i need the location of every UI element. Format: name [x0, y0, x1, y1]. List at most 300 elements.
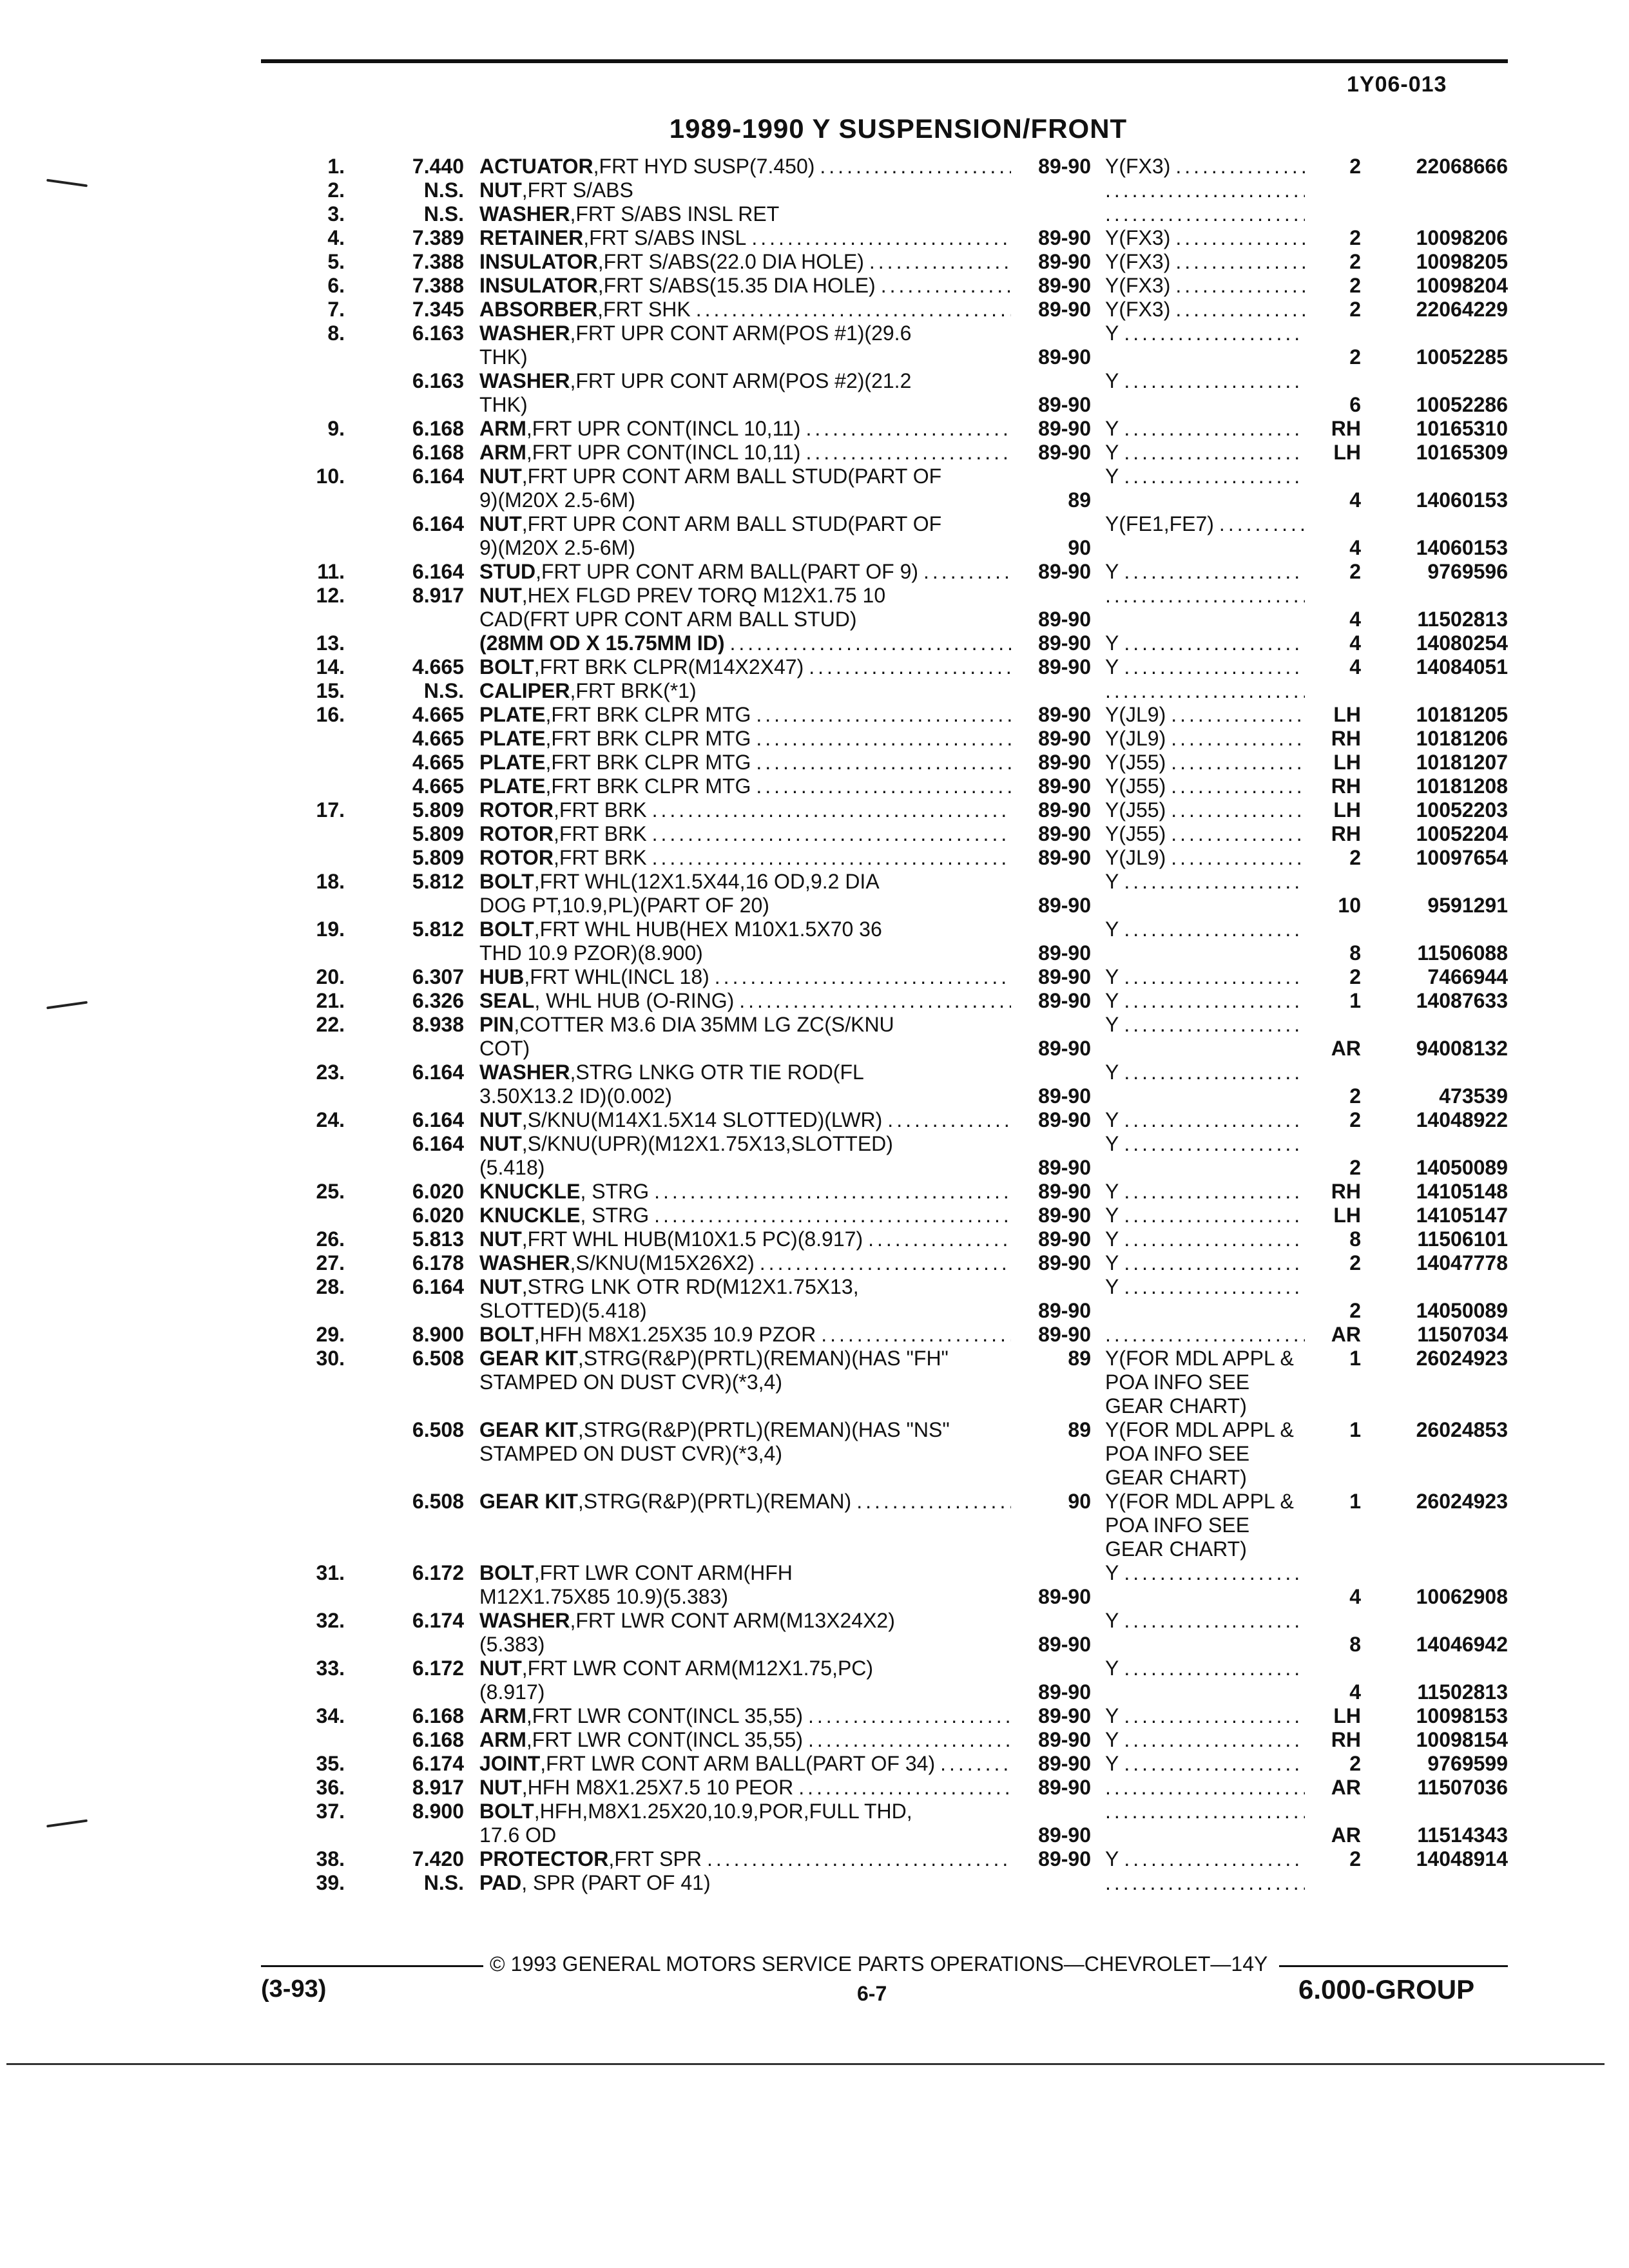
figure-number: 6.020	[412, 1204, 464, 1227]
part-description	[479, 441, 1011, 465]
model-code: Y .....	[1105, 1752, 1305, 1776]
table-row	[0, 322, 1629, 369]
part-description	[479, 751, 1011, 774]
part-number: 22064229	[1416, 298, 1508, 321]
part-detail: ,FRT UPR CONT ARM BALL STUD(PART OF	[521, 465, 942, 488]
dot-leader	[649, 1180, 1011, 1204]
model-code: Y(FOR MDL APPL & POA INFO SEE GEAR CHART)	[1105, 1347, 1294, 1418]
item-number: 22.	[316, 1013, 345, 1036]
model-year: 89-90	[1038, 1227, 1091, 1251]
figure-number: 5.809	[412, 798, 464, 822]
table-row	[0, 1657, 1629, 1704]
dot-leader	[649, 1204, 1011, 1227]
model-year: 89-90	[1038, 250, 1091, 273]
part-detail: ,STRG(R&P)(PRTL)(REMAN)(HAS "NS"	[577, 1418, 950, 1441]
table-row	[0, 250, 1629, 274]
part-detail: ,FRT BRK	[553, 822, 647, 845]
table-row	[0, 1227, 1629, 1251]
quantity: 10	[1338, 894, 1361, 917]
part-name: ACTUATOR	[479, 155, 593, 178]
figure-number: 6.307	[412, 965, 464, 988]
part-detail: , STRG	[580, 1204, 650, 1227]
dot-leader	[1166, 798, 1305, 822]
table-row	[0, 774, 1629, 798]
table-row	[0, 417, 1629, 441]
part-description	[479, 1251, 1011, 1275]
part-detail: ,S/KNU(M15X26X2)	[570, 1251, 755, 1274]
model-code: Y .....	[1105, 1180, 1305, 1204]
part-detail: ,FRT S/ABS INSL	[583, 226, 747, 249]
model-code: Y .....	[1105, 1132, 1305, 1156]
part-number: 10098205	[1416, 250, 1508, 273]
part-number: 11507036	[1417, 1776, 1508, 1799]
quantity: 2	[1349, 1156, 1361, 1179]
part-name: PLATE	[479, 727, 546, 750]
table-row	[0, 1728, 1629, 1752]
part-detail: ,HEX FLGD PREV TORQ M12X1.75 10	[521, 584, 886, 607]
part-description	[479, 155, 1011, 178]
dot-leader	[691, 298, 1011, 322]
figure-number: 7.388	[412, 274, 464, 297]
model-year: 89-90	[1038, 345, 1091, 369]
part-number: 10181208	[1416, 774, 1508, 798]
part-name: NUT	[479, 1108, 522, 1131]
figure-number: 6.508	[412, 1347, 464, 1370]
part-detail: ,FRT UPR CONT ARM BALL(PART OF 9)	[535, 560, 919, 583]
figure-number: 8.938	[412, 1013, 464, 1036]
item-number: 18.	[316, 870, 345, 893]
part-detail: ,S/KNU(M14X1.5X14 SLOTTED)(LWR)	[521, 1108, 883, 1131]
footer-copyright: © 1993 GENERAL MOTORS SERVICE PARTS OPERATIONS—CHEVROLET—14Y	[490, 1952, 1268, 1975]
dot-leader	[1166, 703, 1305, 727]
table-row	[0, 989, 1629, 1013]
item-number: 28.	[316, 1275, 345, 1298]
quantity: RH	[1331, 727, 1361, 750]
part-name: PAD	[479, 1871, 522, 1894]
quantity: 4	[1349, 536, 1361, 559]
part-detail: ,FRT BRK	[553, 798, 647, 822]
part-number: 22068666	[1416, 155, 1508, 178]
dot-leader	[702, 1847, 1011, 1871]
part-detail: ,FRT LWR CONT(INCL 35,55)	[526, 1704, 803, 1727]
figure-number: 6.168	[412, 1704, 464, 1727]
dot-leader	[1119, 1275, 1305, 1299]
figure-number: 7.440	[412, 155, 464, 178]
table-row	[0, 1275, 1629, 1323]
part-description	[479, 1180, 1011, 1204]
dot-leader	[647, 798, 1011, 822]
part-description	[479, 250, 1011, 274]
quantity: 2	[1349, 155, 1361, 178]
dot-leader	[804, 655, 1011, 679]
part-description	[479, 1013, 1011, 1061]
dot-leader	[746, 226, 1011, 250]
part-name: BOLT	[479, 1800, 534, 1823]
part-number: 10097654	[1416, 846, 1508, 869]
table-row	[0, 1418, 1629, 1490]
part-number: 10165309	[1416, 441, 1508, 464]
part-detail: ,FRT BRK CLPR MTG	[545, 703, 751, 726]
part-number: 7466944	[1427, 965, 1508, 988]
model-code: Y(JL9) .....	[1105, 703, 1305, 727]
part-description	[479, 679, 1011, 703]
part-detail: ,S/KNU(UPR)(M12X1.75X13,SLOTTED)	[521, 1132, 893, 1155]
quantity: 4	[1349, 1680, 1361, 1704]
part-name: ABSORBER	[479, 298, 598, 321]
part-detail-continued: SLOTTED)(5.418)	[479, 1299, 647, 1322]
quantity: 6	[1349, 393, 1361, 416]
model-code: Y(FX3) .....	[1105, 250, 1305, 274]
figure-number: 6.174	[412, 1609, 464, 1632]
dot-leader	[800, 417, 1011, 441]
model-code	[1105, 1871, 1305, 1895]
part-detail-continued: CAD(FRT UPR CONT ARM BALL STUD)	[479, 608, 857, 631]
model-year: 90	[1068, 1490, 1091, 1513]
part-detail-continued: 9)(M20X 2.5-6M)	[479, 488, 635, 512]
item-number: 30.	[316, 1347, 345, 1370]
dot-leader	[1119, 1180, 1305, 1204]
quantity: 2	[1349, 1299, 1361, 1322]
part-detail: ,HFH,M8X1.25X20,10.9,POR,FULL THD,	[534, 1800, 912, 1823]
part-description	[479, 798, 1011, 822]
part-detail: ,FRT SHK	[597, 298, 691, 321]
model-code: Y(J55) .....	[1105, 798, 1305, 822]
dot-leader	[1170, 298, 1305, 322]
quantity: 4	[1349, 608, 1361, 631]
item-number: 37.	[316, 1800, 345, 1823]
part-detail: ,FRT HYD SUSP(7.450)	[593, 155, 815, 178]
model-year: 89-90	[1038, 1084, 1091, 1108]
part-detail: ,FRT UPR CONT(INCL 10,11)	[526, 441, 801, 464]
quantity: LH	[1333, 441, 1361, 464]
item-number: 7.	[327, 298, 345, 321]
part-detail: ,FRT BRK	[553, 846, 647, 869]
part-detail: ,FRT BRK CLPR MTG	[545, 727, 751, 750]
dot-leader	[1119, 655, 1305, 679]
part-number: 473539	[1439, 1084, 1508, 1108]
dot-leader	[1119, 1061, 1305, 1084]
quantity: 1	[1349, 1490, 1361, 1513]
model-year: 89-90	[1038, 631, 1091, 655]
part-detail: ,FRT WHL(INCL 18)	[524, 965, 709, 988]
model-code: Y(FX3) .....	[1105, 298, 1305, 322]
model-year: 89-90	[1038, 1037, 1091, 1060]
figure-number: N.S.	[423, 679, 464, 702]
part-description	[479, 1275, 1011, 1323]
part-name: ARM	[479, 417, 526, 440]
part-detail: ,STRG(R&P)(PRTL)(REMAN)	[577, 1490, 852, 1513]
part-detail: ,HFH M8X1.25X35 10.9 PZOR	[534, 1323, 816, 1346]
figure-number: 6.174	[412, 1752, 464, 1775]
quantity: 4	[1349, 631, 1361, 655]
quantity: 2	[1349, 1847, 1361, 1870]
page-title: 1989-1990 Y SUSPENSION/FRONT	[669, 113, 1128, 144]
dot-leader	[816, 1323, 1011, 1347]
table-row	[0, 274, 1629, 298]
part-number: 14084051	[1416, 655, 1508, 678]
model-code: Y(FOR MDL APPL & POA INFO SEE GEAR CHART)	[1105, 1418, 1294, 1489]
item-number: 17.	[316, 798, 345, 822]
part-number: 14050089	[1416, 1299, 1508, 1322]
table-row	[0, 631, 1629, 655]
part-name: NUT	[479, 584, 522, 607]
part-description	[479, 1418, 1011, 1466]
model-code: Y(JL9) .....	[1105, 727, 1305, 751]
part-detail: ,FRT LWR CONT(INCL 35,55)	[526, 1728, 803, 1751]
part-detail: ,FRT WHL(12X1.5X44,16 OD,9.2 DIA	[534, 870, 880, 893]
figure-number: 6.168	[412, 417, 464, 440]
part-description	[479, 1800, 1011, 1847]
part-detail: ,FRT LWR CONT ARM(M12X1.75,PC)	[521, 1657, 874, 1680]
dot-leader	[882, 1108, 1011, 1132]
part-detail: ,STRG LNK OTR RD(M12X1.75X13,	[521, 1275, 859, 1298]
model-year: 89-90	[1038, 1823, 1091, 1847]
model-year: 89	[1068, 1347, 1091, 1370]
part-detail-continued: COT)	[479, 1037, 530, 1060]
model-code: Y .....	[1105, 1204, 1305, 1227]
dot-leader	[751, 751, 1011, 774]
footer-group: 6.000-GROUP	[1298, 1974, 1475, 2004]
model-year: 89-90	[1038, 1180, 1091, 1203]
table-row	[0, 178, 1629, 202]
dot-leader	[1119, 560, 1305, 584]
part-detail-continued: (5.383)	[479, 1633, 545, 1656]
part-description	[479, 631, 1011, 655]
item-number: 29.	[316, 1323, 345, 1346]
item-number: 10.	[316, 465, 345, 488]
dot-leader	[1119, 1204, 1305, 1227]
part-detail: ,FRT LWR CONT ARM(HFH	[534, 1561, 793, 1584]
figure-number: 4.665	[412, 727, 464, 750]
dot-leader	[1119, 1609, 1305, 1633]
part-name: WASHER	[479, 202, 570, 226]
part-number: 10165310	[1416, 417, 1508, 440]
model-year: 89-90	[1038, 1299, 1091, 1322]
table-row	[0, 202, 1629, 226]
part-name: WASHER	[479, 322, 570, 345]
model-year: 89-90	[1038, 417, 1091, 440]
quantity: 2	[1349, 1251, 1361, 1274]
part-number: 26024923	[1416, 1347, 1508, 1370]
figure-number: 6.508	[412, 1490, 464, 1513]
dot-leader	[1119, 989, 1305, 1013]
model-code: Y .....	[1105, 1728, 1305, 1752]
item-number: 16.	[316, 703, 345, 726]
table-row	[0, 1180, 1629, 1204]
model-code: Y .....	[1105, 560, 1305, 584]
part-name: SEAL	[479, 989, 535, 1012]
model-code: Y .....	[1105, 1108, 1305, 1132]
part-description	[479, 1847, 1011, 1871]
dot-leader	[815, 155, 1011, 178]
model-code: Y .....	[1105, 369, 1305, 393]
quantity: LH	[1333, 751, 1361, 774]
part-number: 14105147	[1416, 1204, 1508, 1227]
model-year: 89-90	[1038, 274, 1091, 297]
table-row	[0, 441, 1629, 465]
part-detail: , WHL HUB (O-RING)	[534, 989, 735, 1012]
model-year: 89-90	[1038, 1323, 1091, 1346]
part-number: 14047778	[1416, 1251, 1508, 1274]
model-year: 89-90	[1038, 822, 1091, 845]
part-detail: ,FRT S/ABS(15.35 DIA HOLE)	[597, 274, 876, 297]
item-number: 20.	[316, 965, 345, 988]
model-year: 89-90	[1038, 226, 1091, 249]
figure-number: 7.388	[412, 250, 464, 273]
figure-number: 8.900	[412, 1800, 464, 1823]
dot-leader	[793, 1776, 1011, 1800]
part-detail: ,FRT LWR CONT ARM(M13X24X2)	[570, 1609, 895, 1632]
item-number: 24.	[316, 1108, 345, 1131]
dot-leader	[1119, 1657, 1305, 1680]
item-number: 9.	[327, 417, 345, 440]
part-number: 14048914	[1416, 1847, 1508, 1870]
table-row	[0, 369, 1629, 417]
model-year: 89-90	[1038, 703, 1091, 726]
part-detail-continued: 9)(M20X 2.5-6M)	[479, 536, 635, 559]
model-year: 89-90	[1038, 1585, 1091, 1608]
part-detail-continued: THK)	[479, 393, 528, 416]
figure-number: 6.164	[412, 1275, 464, 1298]
model-year: 89-90	[1038, 441, 1091, 464]
item-number: 19.	[316, 918, 345, 941]
model-code: Y .....	[1105, 989, 1305, 1013]
part-description	[479, 965, 1011, 989]
part-number: 11514343	[1417, 1823, 1508, 1847]
dot-leader	[751, 703, 1011, 727]
dot-leader	[709, 965, 1011, 989]
part-detail: ,FRT UPR CONT(INCL 10,11)	[526, 417, 801, 440]
dot-leader	[1119, 1704, 1305, 1728]
dot-leader	[1170, 155, 1305, 178]
model-code: Y .....	[1105, 417, 1305, 441]
part-detail-continued: 17.6 OD	[479, 1823, 557, 1847]
part-detail: ,FRT WHL HUB(M10X1.5 PC)(8.917)	[521, 1227, 863, 1251]
dot-leader	[647, 822, 1011, 846]
model-code	[1105, 1776, 1305, 1800]
figure-number: 6.172	[412, 1657, 464, 1680]
model-code: Y .....	[1105, 870, 1305, 894]
table-row	[0, 298, 1629, 322]
part-description	[479, 870, 1011, 918]
model-year: 89-90	[1038, 727, 1091, 750]
table-row	[0, 703, 1629, 727]
table-row	[0, 1847, 1629, 1871]
part-description	[479, 1061, 1011, 1108]
model-code: Y .....	[1105, 1061, 1305, 1084]
part-detail-continued: STAMPED ON DUST CVR)(*3,4)	[479, 1370, 782, 1394]
table-row	[0, 727, 1629, 751]
part-name: GEAR KIT	[479, 1347, 578, 1370]
part-number: 14087633	[1416, 989, 1508, 1012]
part-description	[479, 417, 1011, 441]
part-number: 14080254	[1416, 631, 1508, 655]
model-year: 89-90	[1038, 1108, 1091, 1131]
quantity: AR	[1331, 1776, 1361, 1799]
item-number: 1.	[327, 155, 345, 178]
dot-leader	[1170, 250, 1305, 274]
quantity: 1	[1349, 1418, 1361, 1441]
footer-rule-right	[1279, 1965, 1508, 1967]
dot-leader	[1166, 727, 1305, 751]
model-code: Y .....	[1105, 1609, 1305, 1633]
part-number: 10052203	[1416, 798, 1508, 822]
model-code	[1105, 1323, 1305, 1347]
part-name: ROTOR	[479, 798, 554, 822]
part-number: 10062908	[1416, 1585, 1508, 1608]
table-row	[0, 1132, 1629, 1180]
part-detail-continued: STAMPED ON DUST CVR)(*3,4)	[479, 1442, 782, 1465]
quantity: LH	[1333, 703, 1361, 726]
part-name: NUT	[479, 1275, 522, 1298]
parts-list	[0, 155, 1629, 1895]
dot-leader	[1119, 465, 1305, 488]
page-id: 1Y06-013	[1347, 72, 1447, 97]
model-code: Y .....	[1105, 441, 1305, 465]
part-detail: ,FRT BRK CLPR(M14X2X47)	[534, 655, 804, 678]
part-description	[479, 226, 1011, 250]
table-row	[0, 822, 1629, 846]
part-number: 14048922	[1416, 1108, 1508, 1131]
model-year: 89-90	[1038, 393, 1091, 416]
part-description	[479, 1752, 1011, 1776]
dot-leader	[1119, 1847, 1305, 1871]
model-year: 89-90	[1038, 1752, 1091, 1775]
part-detail: ,STRG(R&P)(PRTL)(REMAN)(HAS "FH"	[577, 1347, 949, 1370]
table-row	[0, 1061, 1629, 1108]
dot-leader	[1119, 417, 1305, 441]
dot-leader	[1119, 1752, 1305, 1776]
part-description	[479, 918, 1011, 965]
part-detail: ,FRT WHL HUB(HEX M10X1.5X70 36	[534, 918, 882, 941]
dot-leader	[800, 441, 1011, 465]
model-code	[1105, 679, 1305, 703]
item-number: 27.	[316, 1251, 345, 1274]
part-description	[479, 298, 1011, 322]
model-year: 89-90	[1038, 1704, 1091, 1727]
quantity: LH	[1333, 1704, 1361, 1727]
item-number: 14.	[316, 655, 345, 678]
part-description	[479, 1609, 1011, 1657]
table-row	[0, 655, 1629, 679]
figure-number: 6.168	[412, 441, 464, 464]
dot-leader	[803, 1704, 1011, 1728]
model-code: Y .....	[1105, 1657, 1305, 1680]
part-number: 9769596	[1427, 560, 1508, 583]
quantity: AR	[1331, 1823, 1361, 1847]
footer-rule-left	[261, 1965, 483, 1967]
footer-date-code: (3-93)	[261, 1975, 327, 2003]
quantity: RH	[1331, 822, 1361, 845]
figure-number: 6.163	[412, 369, 464, 392]
part-number: 14060153	[1416, 488, 1508, 512]
figure-number: 7.345	[412, 298, 464, 321]
part-number: 10098206	[1416, 226, 1508, 249]
table-row	[0, 1561, 1629, 1609]
dot-leader	[1119, 870, 1305, 894]
model-code: Y(J55) .....	[1105, 751, 1305, 774]
part-name: NUT	[479, 1657, 522, 1680]
model-code: Y .....	[1105, 322, 1305, 345]
part-name: ROTOR	[479, 822, 554, 845]
table-row	[0, 584, 1629, 631]
part-description	[479, 1108, 1011, 1132]
quantity: 2	[1349, 1752, 1361, 1775]
part-description	[479, 727, 1011, 751]
part-name: BOLT	[479, 1561, 534, 1584]
part-detail: ,FRT BRK CLPR MTG	[545, 751, 751, 774]
dot-leader	[1119, 965, 1305, 989]
